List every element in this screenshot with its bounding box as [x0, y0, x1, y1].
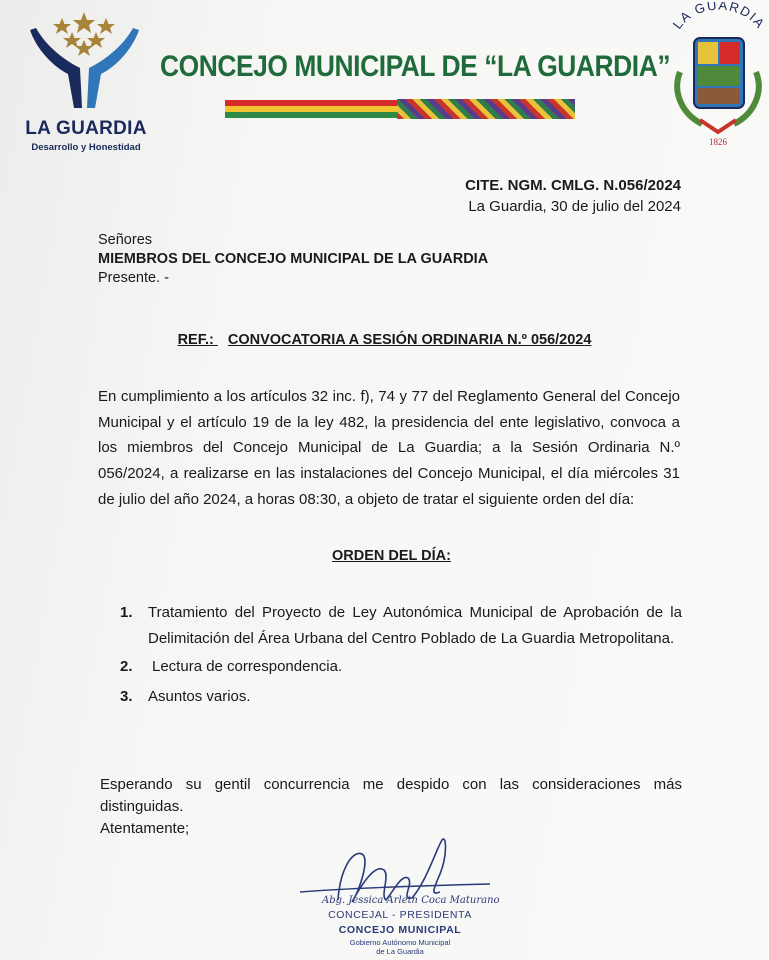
salutation: Señores [98, 232, 153, 248]
item-number: 1. [120, 604, 133, 621]
list-item [120, 654, 682, 680]
item-text: Tratamiento del Proyecto de Ley Autonómica Municipal de Aprobación de la Delimitación del Área Urbana del Centro Poblado de La Guardia Metropolitana. [148, 604, 682, 647]
logo-tagline: Desarrollo y Honestidad [31, 142, 141, 153]
body-paragraph: En cumplimiento a los artículos 32 inc. f), 74 y 77 del Reglamento General del Concejo Municipal y el artículo 19 de la ley 482, la presidencia del ente legislativo, convoca a los miembros del Concejo Municipal de La Guardia; a la Sesión Ordinaria N.º 056/2024, a realizarse en las instalaciones del Concejo Municipal, el día miércoles 31 de julio del año 2024, a horas 08:30, a objeto de tratar el siguiente orden del día: [98, 388, 680, 508]
svg-text:LA GUARDIA [670, 2, 768, 32]
la-guardia-coat-of-arms [668, 2, 768, 152]
item-number: 3. [120, 688, 133, 705]
logo-name: LA GUARDIA [25, 118, 147, 139]
item-number: 2. [120, 658, 133, 675]
signoff: Atentamente; [100, 820, 190, 837]
cite-block [465, 175, 681, 217]
coat-of-arms-icon [668, 2, 768, 152]
presente: Presente. - [98, 270, 169, 286]
stamp-sub2: de La Guardia [376, 947, 424, 956]
agenda-title: ORDEN DEL DÍA: [332, 548, 451, 564]
hands-stars-icon [22, 8, 147, 113]
stamp-sub1: Gobierno Autónomo Municipal [349, 938, 451, 947]
agenda-list [120, 600, 682, 710]
seal-arc-text: LA GUARDIA [669, 2, 768, 32]
cite-number: CITE. NGM. CMLG. N.056/2024 [465, 177, 681, 194]
reference-text: CONVOCATORIA A SESIÓN ORDINARIA N.º 056/2024 [227, 332, 592, 348]
seal-year: 1826 [709, 137, 727, 147]
bolivian-flag-stripe [225, 100, 397, 118]
item-text: Lectura de correspondencia. [152, 658, 343, 675]
letterhead-title: CONCEJO MUNICIPAL DE “LA GUARDIA” [160, 50, 671, 83]
reference-label: REF.: [177, 332, 214, 348]
list-item [120, 684, 682, 710]
handwritten-signature [290, 830, 510, 955]
signatory-name: Abg. Jessica Arleth Coca Maturano [322, 895, 500, 906]
list-item [120, 600, 682, 652]
wiphala-pattern-stripe [397, 99, 575, 119]
recipient-name: MIEMBROS DEL CONCEJO MUNICIPAL DE LA GUARDIA [98, 251, 489, 267]
signatory-role: CONCEJAL - PRESIDENTA [328, 909, 472, 921]
place-date: La Guardia, 30 de julio del 2024 [468, 198, 681, 215]
item-text: Asuntos varios. [148, 688, 251, 705]
closing-text: Esperando su gentil concurrencia me despido con las consideraciones más distinguidas. [100, 776, 682, 815]
reference-line [0, 332, 769, 348]
municipal-logo [14, 8, 154, 153]
stamp-org: CONCEJO MUNICIPAL [338, 924, 462, 936]
recipient-block [98, 231, 488, 288]
